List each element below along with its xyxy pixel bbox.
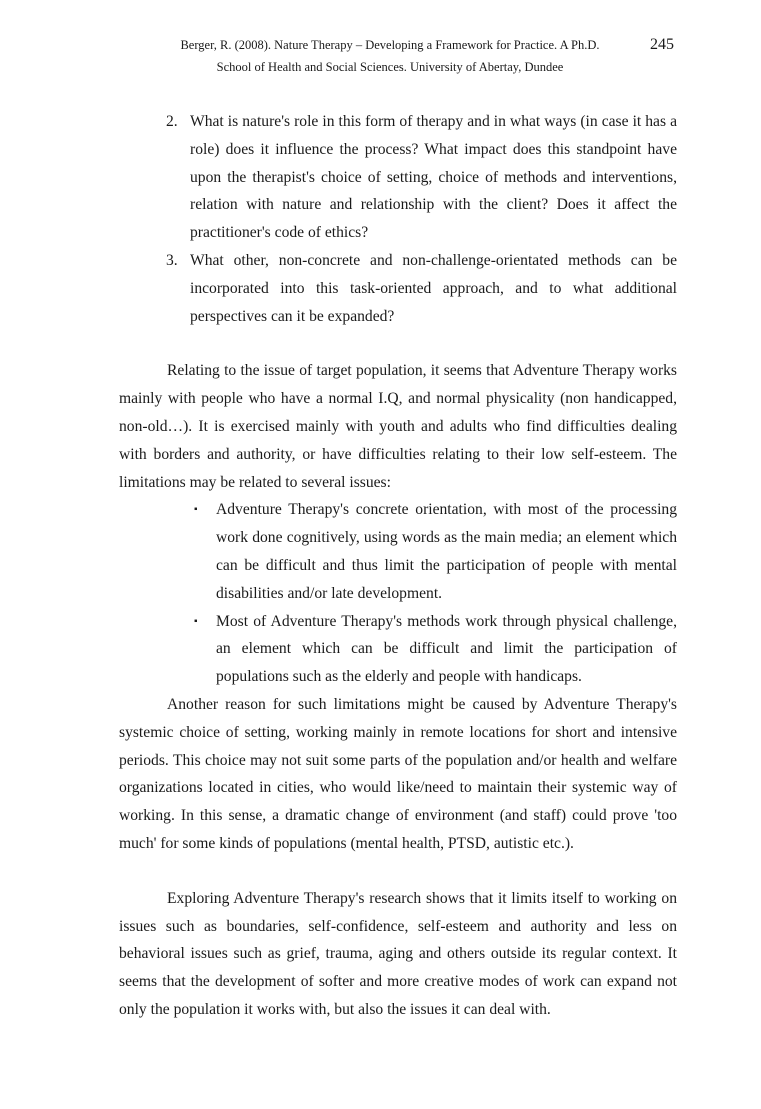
running-header: [100, 34, 680, 78]
paragraph-setting: Another reason for such limitations might be caused by Adventure Therapy's systemic choice of setting, working mainly in remote locations for short and intensive periods. This choice may not suit some parts of the population and/or health and welfare organizations located in cities, who would like/need to maintain their systemic way of working. In this sense, a dramatic change of environment (and staff) could prove 'too much' for some kinds of populations (mental health, PTSD, autistic etc.).: [119, 695, 677, 852]
bullet-square-icon: ▪: [194, 615, 198, 627]
list-item-number: 2.: [166, 113, 178, 130]
list-item: [119, 108, 677, 247]
list-item: [119, 608, 677, 691]
paragraph-target-population: Relating to the issue of target population, it seems that Adventure Therapy works mainly with people who have a normal I.Q, and normal physicality (non handicapped, non-old…). It is exercised mainly with youth and adults who find difficulties dealing with borders and authority, or have difficulties relating to their low self-esteem. The limitations may be related to several issues:: [119, 362, 677, 491]
list-item-number: 3.: [166, 251, 178, 269]
question-list: [119, 108, 677, 330]
list-item-text: What is nature's role in this form of therapy and in what ways (in case it has a role) does it influence the process? What impact does this standpoint have upon the therapist's choice of setting, choice of methods and interventions, relation with nature and relationship with the client? Does it affect the practitioner's code of ethics?: [190, 113, 677, 242]
page-number: 245: [650, 36, 674, 53]
list-item-text: What other, non-concrete and non-challenge-orientated methods can be incorporated into this task-oriented approach, and to what additional perspectives can it be expanded?: [190, 251, 677, 325]
bullet-square-icon: ▪: [194, 504, 198, 516]
list-item-text: Most of Adventure Therapy's methods work through physical challenge, an element which can be difficult and limit the participation of populations such as the elderly and people with handicaps.: [216, 612, 677, 686]
paragraph-research: Exploring Adventure Therapy's research shows that it limits itself to working on issues such as boundaries, self-confidence, self-esteem and authority and less on behavioral issues such as grief, trauma, aging and others outside its regular context. It seems that the development of softer and more creative modes of work can expand not only the population it works with, but also the issues it can deal with.: [119, 889, 677, 1018]
list-item: [119, 247, 677, 330]
list-item-text: Adventure Therapy's concrete orientation, with most of the processing work done cognitively, using words as the main media; an element which can be difficult and thus limit the participation of people with mental disabilities and/or late development.: [216, 501, 677, 602]
list-item: [119, 496, 677, 607]
citation-line-1: Berger, R. (2008). Nature Therapy – Developing a Framework for Practice. A Ph.D.: [180, 38, 600, 52]
body-text: [119, 108, 677, 1024]
limitations-list: [119, 496, 677, 691]
citation-line-2: School of Health and Social Sciences. University of Abertay, Dundee: [216, 60, 564, 74]
